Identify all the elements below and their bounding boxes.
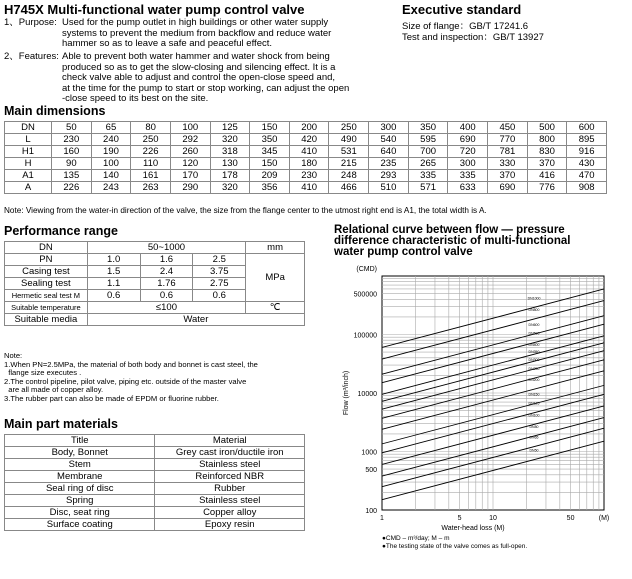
table-cell: 260 bbox=[170, 146, 210, 158]
table-cell: 90 bbox=[52, 158, 92, 170]
table-cell: Stem bbox=[5, 459, 155, 471]
series-label: DN1000 bbox=[527, 296, 541, 301]
temperature-value: ≤100 bbox=[87, 302, 245, 314]
table-cell: 830 bbox=[527, 146, 567, 158]
purpose-line: hammer so as to leave a safe and peaceful effect. bbox=[62, 38, 273, 49]
features-block bbox=[4, 52, 399, 105]
table-cell: 293 bbox=[369, 170, 409, 182]
y-tick-label: 500 bbox=[365, 467, 377, 475]
table-row bbox=[5, 158, 607, 170]
pressure-unit: MPa bbox=[246, 254, 305, 302]
table-cell: Rubber bbox=[155, 483, 305, 495]
table-cell: 690 bbox=[488, 182, 528, 194]
table-cell: 292 bbox=[170, 134, 210, 146]
table-cell: 160 bbox=[52, 146, 92, 158]
table-cell: 370 bbox=[488, 170, 528, 182]
dn-value: 50~1000 bbox=[87, 242, 245, 254]
materials-title: Main part materials bbox=[4, 417, 118, 431]
y-tick-label: 100000 bbox=[353, 332, 377, 340]
table-cell: 356 bbox=[250, 182, 290, 194]
note-line: 2.The control pipeline, pilot valve, piping etc. outside of the master valve bbox=[4, 376, 247, 386]
note-line: 1.When PN=2.5MPa, the material of both body and bonnet is cast steel, the bbox=[4, 359, 258, 369]
table-cell: 510 bbox=[369, 182, 409, 194]
table-cell: 595 bbox=[408, 134, 448, 146]
dimensions-table bbox=[4, 121, 607, 194]
table-cell: 320 bbox=[210, 134, 250, 146]
series-label: DN350 bbox=[528, 350, 540, 355]
table-cell: 230 bbox=[52, 134, 92, 146]
dimensions-note: Note: Viewing from the water-in direction of the valve, the size from the flange center to the utmost right end is A1, the total width is A. bbox=[4, 206, 487, 215]
y-tick-label: 500000 bbox=[353, 291, 377, 299]
table-cell: 65 bbox=[91, 122, 131, 134]
chart-title-line: Relational curve between flow — pressure bbox=[334, 224, 565, 236]
table-cell: Epoxy resin bbox=[155, 519, 305, 531]
table-cell: 226 bbox=[52, 182, 92, 194]
table-cell: 690 bbox=[448, 134, 488, 146]
table-cell: 80 bbox=[131, 122, 171, 134]
table-cell: 180 bbox=[289, 158, 329, 170]
chart-title-line: difference characteristic of multi-functional bbox=[334, 235, 571, 247]
purpose-block bbox=[4, 18, 399, 50]
table-cell: 700 bbox=[408, 146, 448, 158]
table-cell: Grey cast iron/ductile iron bbox=[155, 447, 305, 459]
note-line: flange size executes . bbox=[4, 368, 82, 378]
table-cell: 170 bbox=[170, 170, 210, 182]
row-header: L bbox=[5, 134, 52, 146]
table-cell: 540 bbox=[369, 134, 409, 146]
table-cell: 226 bbox=[131, 146, 171, 158]
pn-value: 2.5 bbox=[193, 254, 246, 266]
page-title: H745X Multi-functional water pump control valve bbox=[4, 2, 305, 17]
table-cell: 490 bbox=[329, 134, 369, 146]
features-line: check valve able to adjust and control the open-close speed and, bbox=[62, 72, 336, 83]
table-cell: 776 bbox=[527, 182, 567, 194]
chart-footnote: ●CMD – m³/day; M – m bbox=[382, 535, 450, 542]
series-label: DN500 bbox=[528, 331, 540, 336]
table-cell: 410 bbox=[289, 182, 329, 194]
performance-notes bbox=[4, 352, 334, 404]
table-row bbox=[5, 242, 305, 254]
row-header: DN bbox=[5, 122, 52, 134]
flange-standard: Size of flange：GB/T 17241.6 bbox=[402, 21, 529, 32]
performance-title: Performance range bbox=[4, 224, 118, 238]
table-cell: Copper alloy bbox=[155, 507, 305, 519]
table-cell: Spring bbox=[5, 495, 155, 507]
table-cell: 209 bbox=[250, 170, 290, 182]
features-line: Able to prevent both water hammer and water shock from being bbox=[62, 51, 330, 62]
series-label: DN200 bbox=[528, 378, 540, 383]
table-row bbox=[5, 459, 305, 471]
series-label: DN150 bbox=[528, 392, 540, 397]
table-cell: 400 bbox=[448, 122, 488, 134]
table-row bbox=[5, 146, 607, 158]
table-row bbox=[5, 302, 305, 314]
series-label: DN600 bbox=[528, 322, 540, 327]
casing-test-value: 3.75 bbox=[193, 266, 246, 278]
table-cell: 130 bbox=[210, 158, 250, 170]
table-cell: 100 bbox=[91, 158, 131, 170]
table-cell: 161 bbox=[131, 170, 171, 182]
table-cell: 150 bbox=[250, 158, 290, 170]
column-header: Material bbox=[155, 435, 305, 447]
table-cell: 248 bbox=[329, 170, 369, 182]
table-cell: Body, Bonnet bbox=[5, 447, 155, 459]
hermetic-test-value: 0.6 bbox=[87, 290, 140, 302]
table-cell: 531 bbox=[329, 146, 369, 158]
table-cell: 450 bbox=[488, 122, 528, 134]
table-cell: 178 bbox=[210, 170, 250, 182]
sealing-test-label: Sealing test bbox=[5, 278, 88, 290]
table-cell: 350 bbox=[408, 122, 448, 134]
y-tick-label: 100 bbox=[365, 508, 377, 515]
series-label: DN65 bbox=[529, 435, 539, 440]
table-cell: 290 bbox=[170, 182, 210, 194]
table-cell: 150 bbox=[250, 122, 290, 134]
table-cell: 781 bbox=[488, 146, 528, 158]
series-label: DN125 bbox=[528, 401, 540, 406]
table-cell: 335 bbox=[408, 170, 448, 182]
chart-title bbox=[334, 225, 570, 258]
main-dimensions-title: Main dimensions bbox=[4, 104, 106, 118]
temperature-label: Suitable temperature bbox=[5, 302, 88, 314]
casing-test-label: Casing test bbox=[5, 266, 88, 278]
purpose-line: systems to prevent the medium from backflow and reduce water bbox=[62, 27, 332, 39]
x-tick-label: 1 bbox=[380, 515, 384, 522]
y-tick-label: 1000 bbox=[361, 449, 377, 457]
series-label: DN80 bbox=[529, 424, 539, 429]
series-label: DN400 bbox=[528, 343, 540, 348]
sealing-test-value: 2.75 bbox=[193, 278, 246, 290]
table-row bbox=[5, 170, 607, 182]
table-cell: 300 bbox=[448, 158, 488, 170]
table-header-row bbox=[5, 435, 305, 447]
table-cell: 300 bbox=[369, 122, 409, 134]
table-cell: 466 bbox=[329, 182, 369, 194]
table-cell: 235 bbox=[369, 158, 409, 170]
table-row bbox=[5, 507, 305, 519]
table-cell: 720 bbox=[448, 146, 488, 158]
casing-test-value: 2.4 bbox=[140, 266, 193, 278]
table-cell: Stainless steel bbox=[155, 495, 305, 507]
hermetic-test-value: 0.6 bbox=[140, 290, 193, 302]
table-cell: 140 bbox=[91, 170, 131, 182]
features-line: -close speed to its best on the site. bbox=[62, 93, 209, 104]
table-cell: Surface coating bbox=[5, 519, 155, 531]
casing-test-value: 1.5 bbox=[87, 266, 140, 278]
chart-title-line: water pump control valve bbox=[334, 246, 473, 258]
table-row bbox=[5, 471, 305, 483]
features-line: produced so as to get the slow-closing and silencing effect. It is a bbox=[62, 61, 336, 73]
media-value: Water bbox=[87, 314, 304, 326]
note-line: are all made of copper alloy. bbox=[4, 385, 104, 395]
test-standard: Test and inspection：GB/T 13927 bbox=[402, 32, 544, 43]
table-cell: 410 bbox=[289, 146, 329, 158]
table-cell: 640 bbox=[369, 146, 409, 158]
table-cell: 250 bbox=[329, 122, 369, 134]
table-cell: 500 bbox=[527, 122, 567, 134]
table-cell: 135 bbox=[52, 170, 92, 182]
y-tick-label: 10000 bbox=[357, 391, 377, 398]
y-unit: (CMD) bbox=[356, 266, 377, 273]
series-label: DN100 bbox=[528, 413, 540, 418]
table-cell: 800 bbox=[527, 134, 567, 146]
note-line: 3.The rubber part can also be made of EPDM or fluorine rubber. bbox=[4, 393, 219, 403]
table-cell: 430 bbox=[567, 158, 607, 170]
table-cell: 470 bbox=[567, 170, 607, 182]
table-row bbox=[5, 182, 607, 194]
row-header: A bbox=[5, 182, 52, 194]
chart-footnote: ●The testing state of the valve comes as full-open. bbox=[382, 543, 528, 550]
column-header: Title bbox=[5, 435, 155, 447]
table-cell: 120 bbox=[170, 158, 210, 170]
table-cell: 770 bbox=[488, 134, 528, 146]
y-axis-label: Flow (m³/inch) bbox=[343, 370, 350, 416]
table-cell: 125 bbox=[210, 122, 250, 134]
table-cell: 200 bbox=[289, 122, 329, 134]
table-cell: 895 bbox=[567, 134, 607, 146]
series-label: DN250 bbox=[528, 367, 540, 372]
executive-standard-title: Executive standard bbox=[402, 2, 522, 17]
table-cell: 571 bbox=[408, 182, 448, 194]
table-cell: Seal ring of disc bbox=[5, 483, 155, 495]
table-cell: 190 bbox=[91, 146, 131, 158]
hermetic-test-label: Hermetic seal test M bbox=[5, 290, 88, 302]
series-label: DN300 bbox=[528, 357, 540, 362]
table-row bbox=[5, 122, 607, 134]
table-cell: 335 bbox=[448, 170, 488, 182]
purpose-text bbox=[4, 18, 399, 50]
table-row bbox=[5, 483, 305, 495]
x-tick-label: 5 bbox=[457, 515, 462, 522]
table-cell: Stainless steel bbox=[155, 459, 305, 471]
row-header: H1 bbox=[5, 146, 52, 158]
table-cell: 50 bbox=[52, 122, 92, 134]
table-row bbox=[5, 519, 305, 531]
sealing-test-value: 1.1 bbox=[87, 278, 140, 290]
table-cell: 265 bbox=[408, 158, 448, 170]
x-tick-label: 50 bbox=[566, 515, 575, 522]
table-cell: 370 bbox=[527, 158, 567, 170]
pn-label: PN bbox=[5, 254, 88, 266]
media-label: Suitable media bbox=[5, 314, 88, 326]
table-cell: 330 bbox=[488, 158, 528, 170]
table-cell: 110 bbox=[131, 158, 171, 170]
purpose-line: Used for the pump outlet in high buildings or other water supply bbox=[62, 17, 329, 28]
hermetic-test-value: 0.6 bbox=[193, 290, 246, 302]
table-cell: 345 bbox=[250, 146, 290, 158]
temperature-unit: ℃ bbox=[246, 302, 305, 314]
table-cell: 230 bbox=[289, 170, 329, 182]
table-row bbox=[5, 254, 305, 266]
table-row bbox=[5, 314, 305, 326]
table-cell: 350 bbox=[250, 134, 290, 146]
table-cell: 250 bbox=[131, 134, 171, 146]
table-cell: 215 bbox=[329, 158, 369, 170]
table-cell: 916 bbox=[567, 146, 607, 158]
purpose-label: 1、Purpose: bbox=[4, 17, 57, 28]
table-cell: 420 bbox=[289, 134, 329, 146]
features-text bbox=[4, 52, 399, 105]
features-label: 2、Features: bbox=[4, 51, 59, 62]
pn-value: 1.0 bbox=[87, 254, 140, 266]
table-cell: 908 bbox=[567, 182, 607, 194]
flow-chart bbox=[334, 260, 630, 560]
table-row bbox=[5, 495, 305, 507]
table-cell: Disc, seat ring bbox=[5, 507, 155, 519]
materials-table bbox=[4, 434, 305, 531]
dn-unit: mm bbox=[246, 242, 305, 254]
series-label: DN50 bbox=[529, 448, 539, 453]
sealing-test-value: 1.76 bbox=[140, 278, 193, 290]
table-cell: 600 bbox=[567, 122, 607, 134]
table-cell: Membrane bbox=[5, 471, 155, 483]
table-row bbox=[5, 447, 305, 459]
table-cell: 240 bbox=[91, 134, 131, 146]
table-cell: 416 bbox=[527, 170, 567, 182]
series-label: DN800 bbox=[528, 307, 540, 312]
pn-value: 1.6 bbox=[140, 254, 193, 266]
table-cell: 243 bbox=[91, 182, 131, 194]
x-unit: (M) bbox=[598, 515, 610, 522]
dn-label: DN bbox=[5, 242, 88, 254]
performance-table bbox=[4, 241, 305, 326]
table-cell: 263 bbox=[131, 182, 171, 194]
table-cell: 318 bbox=[210, 146, 250, 158]
table-row bbox=[5, 134, 607, 146]
features-line: at the time for the pump to start or stop working, can adjust the open bbox=[62, 82, 350, 94]
row-header: A1 bbox=[5, 170, 52, 182]
table-cell: 100 bbox=[170, 122, 210, 134]
x-axis-label: Water-head loss (M) bbox=[441, 525, 505, 532]
note-line: Note: bbox=[4, 351, 23, 360]
row-header: H bbox=[5, 158, 52, 170]
table-cell: Reinforced NBR bbox=[155, 471, 305, 483]
table-cell: 633 bbox=[448, 182, 488, 194]
table-cell: 320 bbox=[210, 182, 250, 194]
x-tick-label: 10 bbox=[489, 515, 497, 522]
